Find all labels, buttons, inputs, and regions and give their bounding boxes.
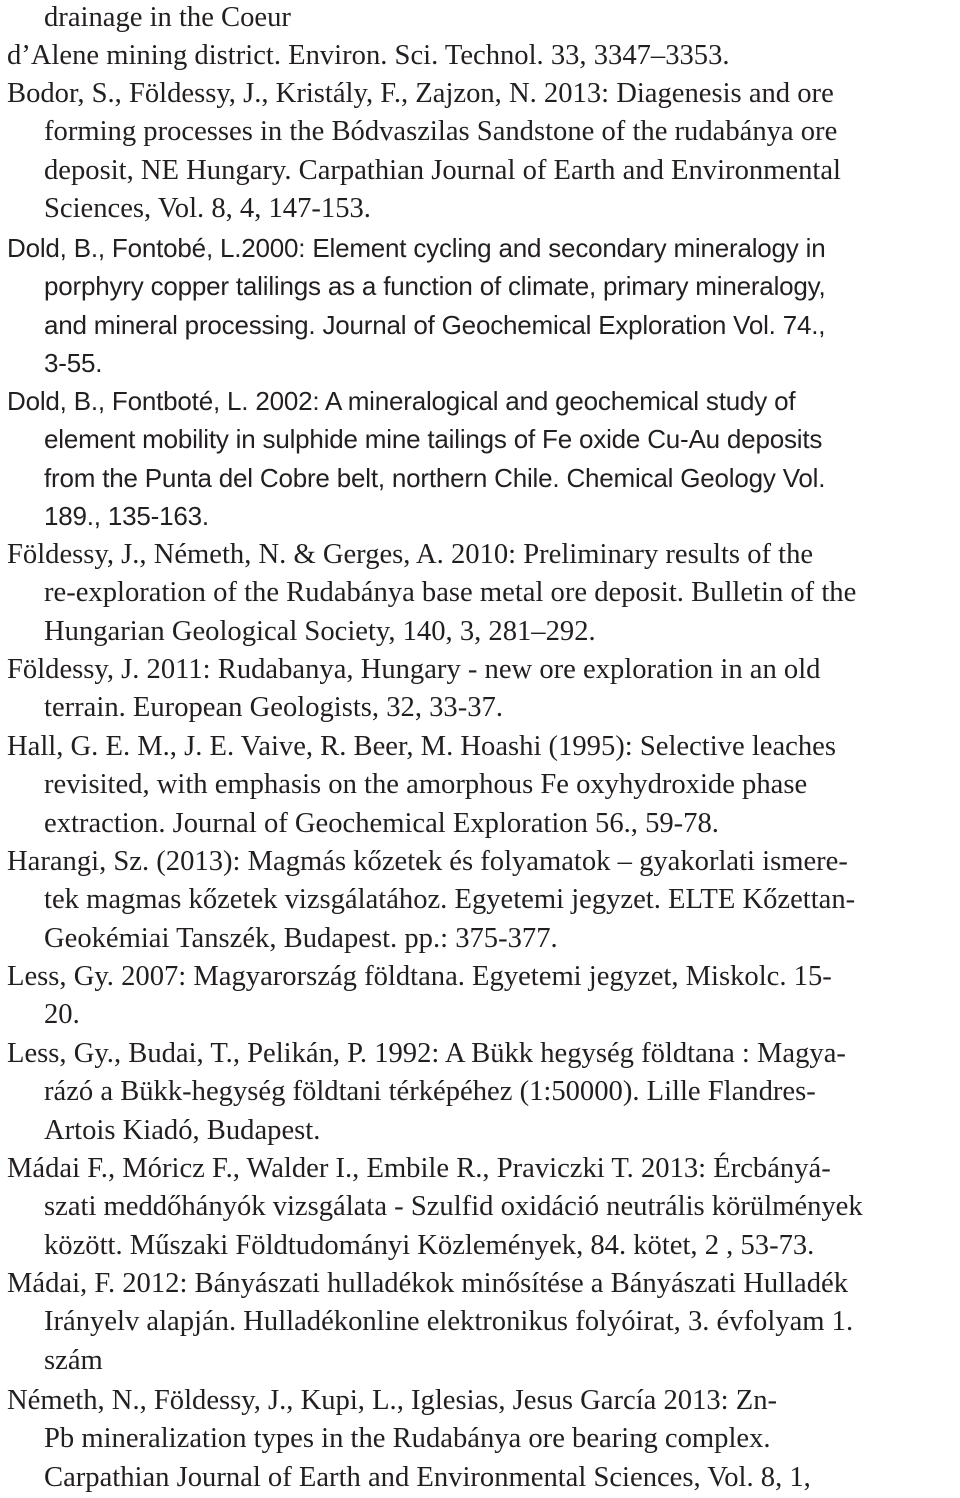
reference-line: szati meddőhányók vizsgálata - Szulfid oxidáció neutrális körülmények: [44, 1191, 863, 1223]
reference-line: d’Alene mining district. Environ. Sci. Technol. 33, 3347–3353.: [7, 40, 730, 72]
reference-line: szám: [44, 1344, 103, 1376]
reference-line: Harangi, Sz. (2013): Magmás kőzetek és folyamatok – gyakorlati ismere-: [7, 846, 848, 877]
reference-line: drainage in the Coeur: [44, 2, 291, 33]
reference-entry-dold-2002: [7, 382, 956, 535]
reference-line: Dold, B., Fontboté, L. 2002: A mineralogical and geochemical study of: [7, 386, 796, 416]
reference-line: extraction. Journal of Geochemical Exploration 56., 59-78.: [44, 807, 719, 839]
reference-line: revisited, with emphasis on the amorphous Fe oxyhydroxide phase: [44, 769, 808, 801]
reference-line: Less, Gy. 2007: Magyarország földtana. Egyetemi jegyzet, Miskolc. 15-: [7, 961, 832, 992]
reference-line: Mádai, F. 2012: Bányászati hulladékok minősítése a Bányászati Hulladék: [7, 1268, 849, 1299]
reference-line: Hall, G. E. M., J. E. Vaive, R. Beer, M. Hoashi (1995): Selective leaches: [7, 731, 836, 762]
reference-entry-coeur-alene-cont: [7, 0, 956, 76]
reference-line: 189., 135-163.: [44, 500, 209, 531]
reference-entry-madai-2012: [7, 1265, 956, 1380]
reference-entry-dold-2000: [7, 229, 956, 382]
reference-line: from the Punta del Cobre belt, northern Chile. Chemical Geology Vol.: [44, 462, 826, 493]
reference-line: tek magmas kőzetek vizsgálatához. Egyetemi jegyzet. ELTE Kőzettan-: [44, 884, 856, 916]
reference-line: element mobility in sulphide mine tailings of Fe oxide Cu-Au deposits: [44, 424, 823, 455]
reference-line: Carpathian Journal of Earth and Environmental Sciences, Vol. 8, 1,: [44, 1461, 811, 1493]
reference-entry-madai-2013: [7, 1150, 956, 1265]
reference-line: Dold, B., Fontobé, L.2000: Element cycling and secondary mineralogy in: [7, 233, 826, 263]
reference-line: Irányelv alapján. Hulladékonline elektronikus folyóirat, 3. évfolyam 1.: [44, 1306, 854, 1338]
reference-line: and mineral processing. Journal of Geochemical Exploration Vol. 74.,: [44, 309, 826, 340]
reference-line: Földessy, J. 2011: Rudabanya, Hungary - new ore exploration in an old: [7, 654, 821, 685]
reference-line: deposit, NE Hungary. Carpathian Journal of Earth and Environmental: [44, 154, 841, 186]
reference-entry-foldessy-2011: [7, 651, 956, 728]
reference-entry-less-1992: [7, 1035, 956, 1150]
reference-line: porphyry copper talilings as a function of climate, primary mineralogy,: [44, 271, 826, 302]
reference-line: Geokémiai Tanszék, Budapest. pp.: 375-377.: [44, 922, 558, 954]
reference-entry-bodor-2013: [7, 75, 956, 228]
reference-entry-hall-1995: [7, 728, 956, 843]
reference-line: Artois Kiadó, Budapest.: [44, 1114, 321, 1146]
reference-line: Hungarian Geological Society, 140, 3, 281–292.: [44, 615, 596, 647]
reference-line: forming processes in the Bódvaszilas Sandstone of the rudabánya ore: [44, 116, 838, 148]
reference-line: között. Műszaki Földtudományi Közlemények, 84. kötet, 2 , 53-73.: [44, 1229, 815, 1261]
reference-line: Németh, N., Földessy, J., Kupi, L., Iglesias, Jesus García 2013: Zn-: [7, 1385, 778, 1416]
reference-line: Sciences, Vol. 8, 4, 147-153.: [44, 192, 371, 224]
reference-line: terrain. European Geologists, 32, 33-37.: [44, 692, 503, 724]
reference-line: Less, Gy., Budai, T., Pelikán, P. 1992: A Bükk hegység földtana : Magya-: [7, 1038, 846, 1069]
reference-line: 20.: [44, 999, 80, 1031]
reference-line: Földessy, J., Németh, N. & Gerges, A. 2010: Preliminary results of the: [7, 539, 814, 570]
reference-entry-nemeth-2013: [7, 1382, 956, 1497]
reference-line: rázó a Bükk-hegység földtani térképéhez (1:50000). Lille Flandres-: [44, 1076, 816, 1108]
reference-entry-harangi-2013: [7, 843, 956, 958]
reference-line: Mádai F., Móricz F., Walder I., Embile R., Praviczki T. 2013: Ércbányá-: [7, 1153, 831, 1184]
reference-line: 3-55.: [44, 347, 103, 378]
reference-entry-less-2007: [7, 958, 956, 1035]
reference-entry-foldessy-2010: [7, 536, 956, 651]
reference-line: Pb mineralization types in the Rudabánya ore bearing complex.: [44, 1423, 771, 1455]
reference-line: Bodor, S., Földessy, J., Kristály, F., Zajzon, N. 2013: Diagenesis and ore: [7, 78, 834, 109]
reference-line: re-exploration of the Rudabánya base metal ore deposit. Bulletin of the: [44, 577, 857, 609]
